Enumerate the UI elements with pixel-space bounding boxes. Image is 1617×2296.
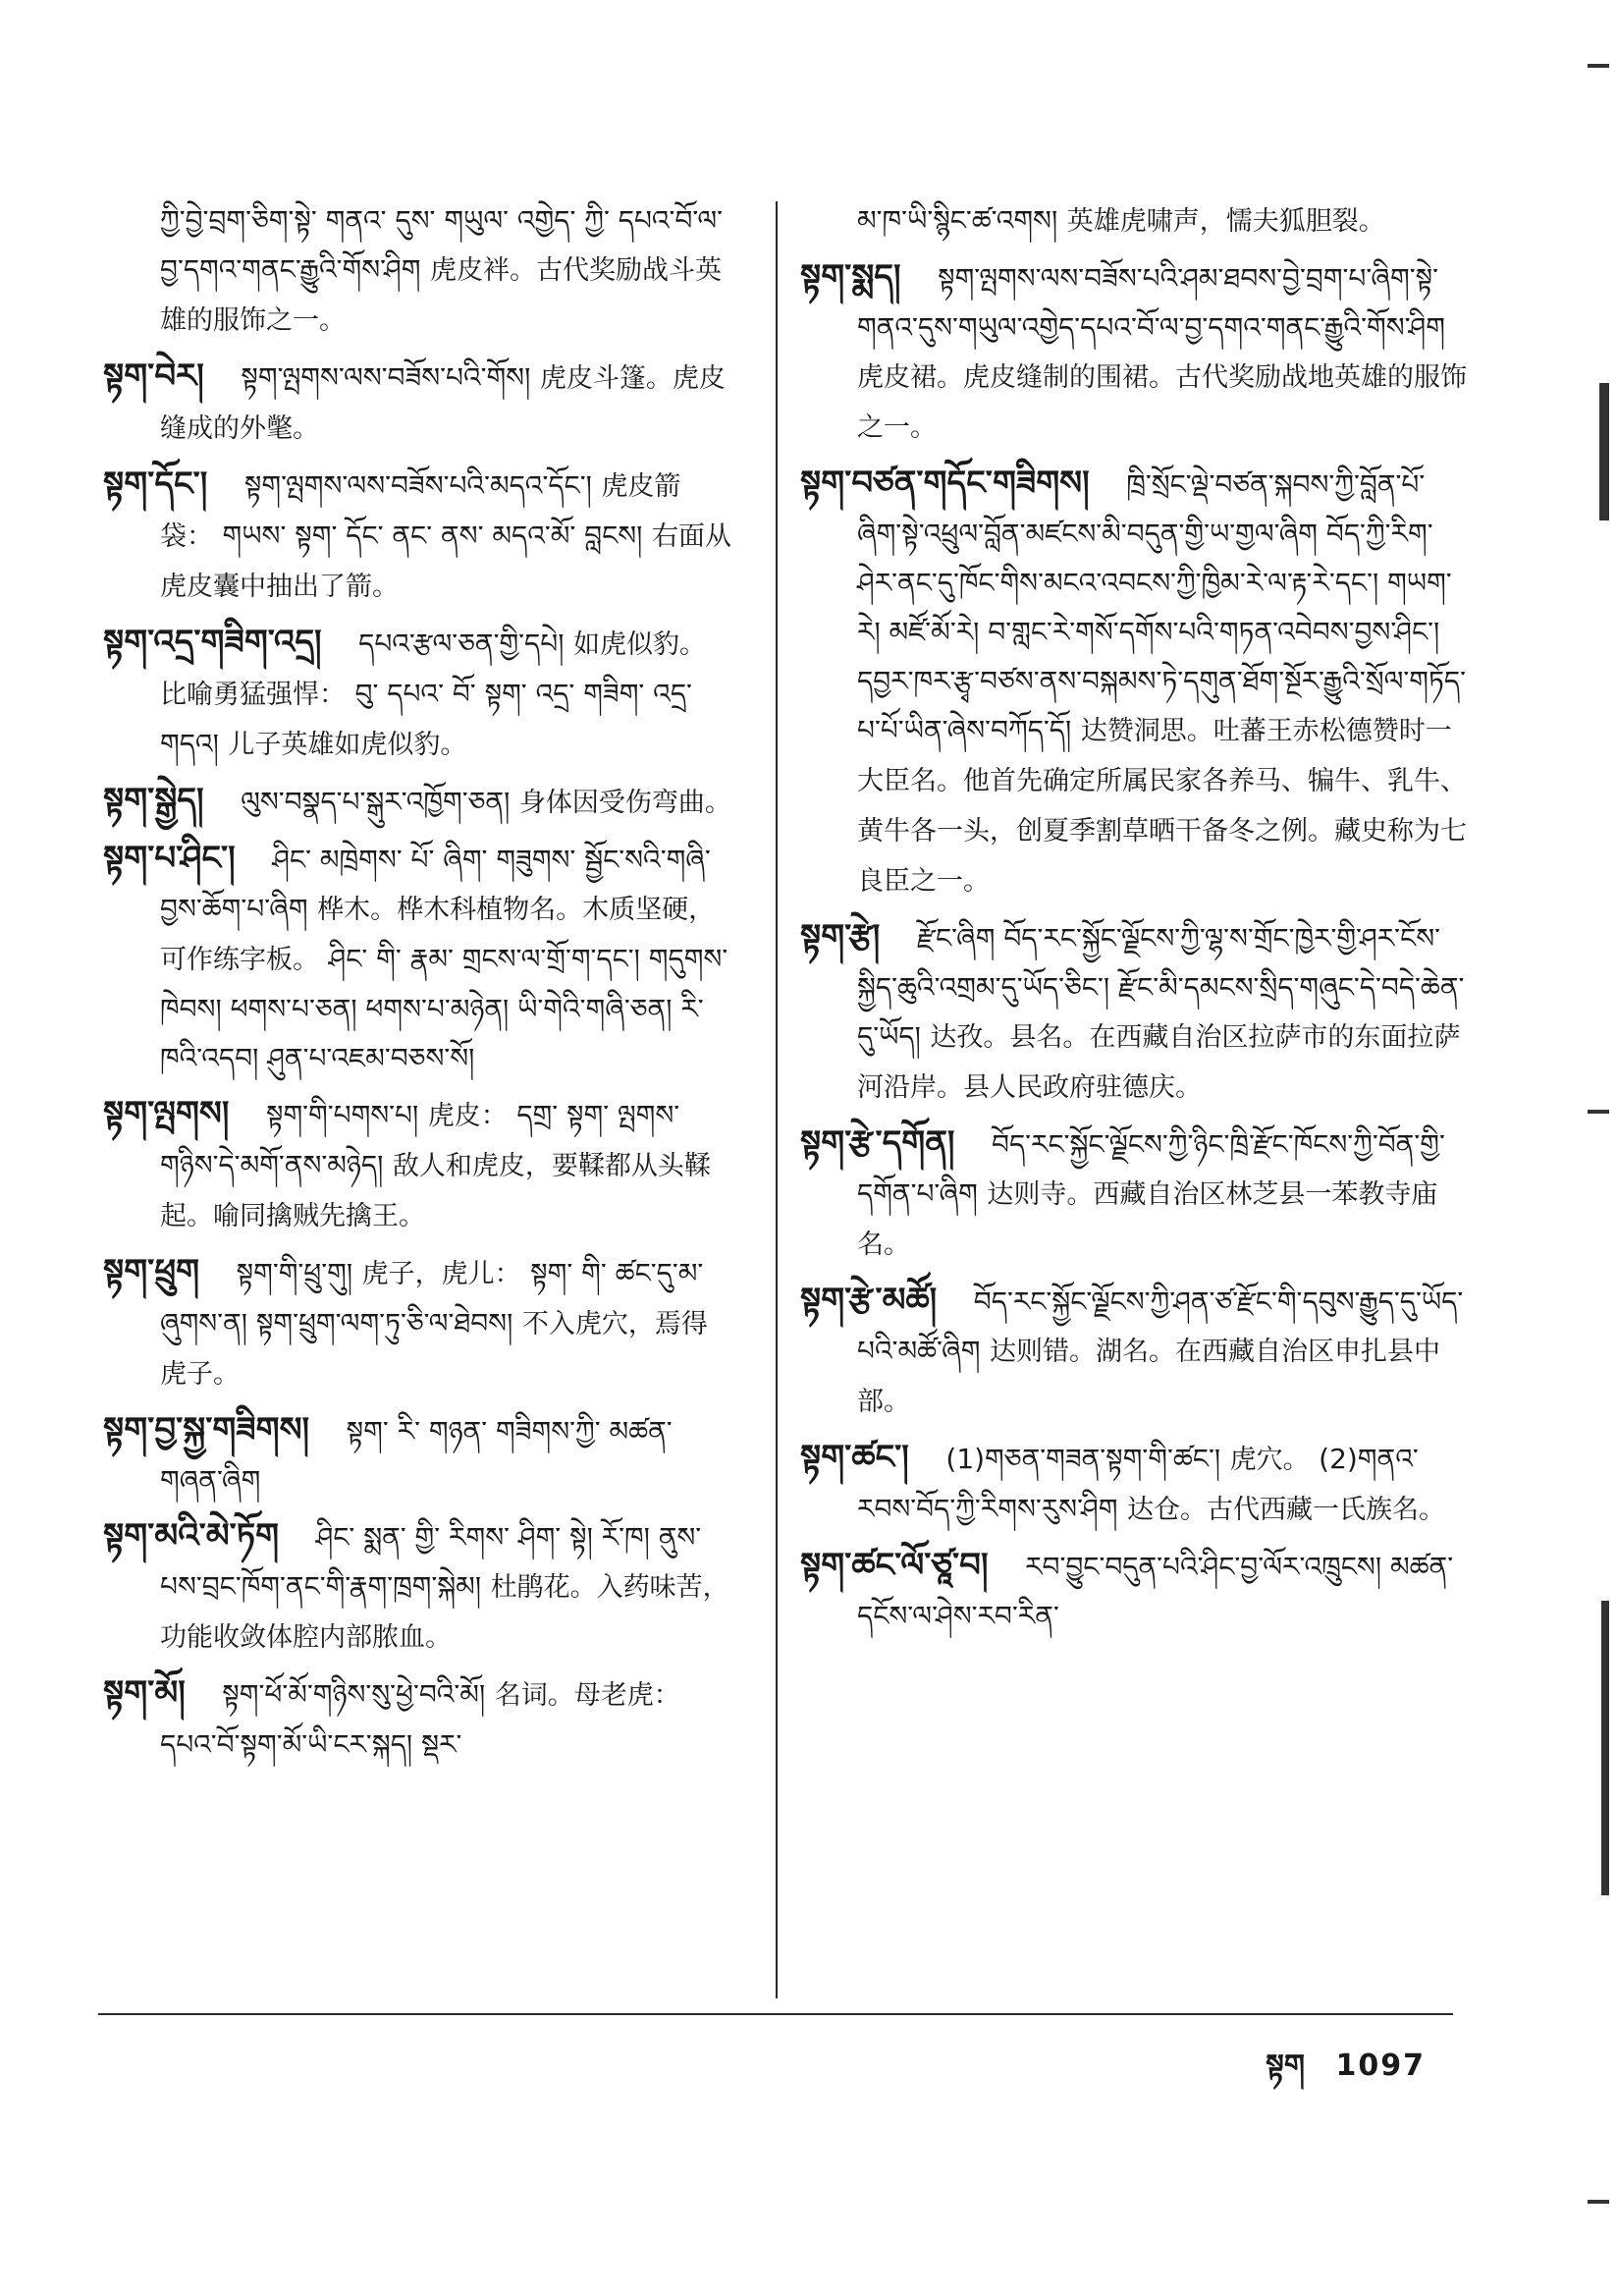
continuation-chinese: 虎皮袢。古代奖励战斗英雄的服饰之一。 [160, 255, 723, 336]
example-chinese: 敌人和虎皮，要鞣都从头鞣起。喻同擒贼先擒王。 [160, 1151, 711, 1231]
entry [103, 1405, 731, 1505]
entry [103, 1668, 731, 1770]
right-column [800, 196, 1468, 1647]
headword: སྟག་ཚང་། [800, 1438, 909, 1477]
headword: སྟག་སྨད། [800, 257, 901, 297]
entry [800, 1119, 1468, 1270]
definition-chinese: 达赞洞思。吐蕃王赤松德赞时一大臣名。他首先确定所属民家各养马、犏牛、乳牛、黄牛各一头，创夏季割草晒干备冬之例。藏史称为七良臣之一。 [857, 716, 1467, 897]
entry [103, 618, 731, 770]
entry [103, 1089, 731, 1241]
headword: སྟག་ཚང་ལོ་ཙཱ་བ། [800, 1546, 989, 1585]
entry [103, 1511, 731, 1663]
example-tibetan: དཔའ་བོ་སྟག་མོ་ཡི་ངར་སྐད། སྡར་ [160, 1728, 462, 1761]
synonyms-tibetan: ཤིང་ གི་ རྣམ་ གྲངས་ལ་གྲོ་ག་དང་། གདུགས་ཁེབས། ཕགས་པ་ཅན། ཕགས་པ་མཉེན། ཡི་གེའི་གཞི་ཅན། རི་ཁའི་འདབ། ཤུན་པ་འཇམ་བཅས་སོ། [160, 943, 728, 1074]
headword: སྟག་བཙན་གདོང་གཟིགས། [800, 464, 1090, 503]
edge-tick [1601, 1601, 1609, 1895]
sense-1-tibetan: (1)གཅན་གཟན་སྟག་གི་ཚང་། [945, 1443, 1221, 1475]
headword: སྟག་འདྲ་གཟིག་འདྲ། [103, 623, 322, 662]
definition-chinese: 虎皮箭袋： [160, 471, 681, 552]
entry [103, 834, 731, 1083]
entry [103, 460, 731, 612]
definition-tibetan: ཁྲི་སྲོང་ལྡེ་བཙན་སྐབས་ཀྱི་བློན་པོ་ཞིག་སྟེ་འཕྲུལ་བློན་མཛངས་མི་བདུན་གྱི་ཡ་གྱལ་ཞིག བོད་ཀྱི་རིག་ཤེར་ནང་དུ་ཁོང་གིས་མངའ་འབངས་ཀྱི་ཁྱིམ་རེ་ལ་རྟ་རེ་དང་། གཡག་རེ། མཛོ་མོ་རེ། བ་གླང་རེ་གསོ་དགོས་པའི་གཏན་འབེབས་བྱས་ཤིང་། དབྱར་ཁར་རྩྭ་བཙས་ནས་བསྐམས་ཏེ་དགུན་ཐོག་སྔོར་རྒྱུའི་སྲོལ་གཏོད་པ་པོ་ཡིན་ཞེས་བཀོད་དོ། [857, 468, 1467, 746]
example-chinese: 儿子英雄如虎似豹。 [228, 730, 467, 760]
edge-tick [1599, 383, 1609, 520]
headword: སྟག་མོ། [103, 1673, 186, 1713]
entry [800, 1276, 1468, 1427]
right-continuation [800, 196, 1468, 246]
continuation-tibetan: ཀྱི་བྱེ་བྲག་ཅིག་སྟེ་ གནའ་ དུས་ གཡུལ་ འགྱེད་ ཀྱི་ དཔའ་བོ་ལ་བྱ་དགའ་གནང་རྒྱུའི་གོས་ཤིག [160, 204, 724, 286]
example-chinese: 不入虎穴，焉得虎子。 [160, 1309, 708, 1390]
entry [103, 776, 731, 828]
definition-tibetan: ལུས་བསྣད་པ་སྒུར་འཁྱོག་ཅན། [241, 786, 511, 818]
left-column [103, 196, 731, 1776]
definition-tibetan: རབ་བྱུང་བདུན་པའི་ཤིང་བྱ་ལོར་འཁྲུངས། མཚན་དངོས་ལ་ཤེས་རབ་རིན་ [857, 1551, 1454, 1632]
headword: སྟག་ཕྲུག [103, 1252, 200, 1291]
headword: སྟག་རྩེ། [800, 917, 881, 957]
left-continuation [103, 196, 731, 346]
definition-tibetan: སྟག་ལྤགས་ལས་བཟོས་པའི་ཤམ་ཐབས་བྱེ་བྲག་པ་ཞིག་སྟེ་གནའ་དུས་གཡུལ་འགྱེད་དཔའ་བོ་ལ་བྱ་དགའ་གནང་རྒྱུའི་གོས་ཤིག [857, 262, 1445, 344]
headword: སྟག་རྩེ་དགོན། [800, 1123, 955, 1163]
sense-1-chinese: 虎穴。 [1229, 1445, 1310, 1475]
headword: སྟག་མའི་མེ་ཏོག [103, 1516, 280, 1556]
headword: སྟག་པ་ཤིང་། [103, 839, 236, 878]
definition-tibetan: དཔའ་རྩལ་ཅན་གྱི་དཔེ། [358, 628, 565, 660]
definition-chinese: 杜鹃花。入药味苦，功能收敛体腔内部脓血。 [160, 1572, 729, 1653]
definition-tibetan: སྟག་ རི་ གཉན་ གཟིགས་ཀྱི་ མཚན་གཞན་ཞིག [160, 1415, 673, 1497]
column-divider [776, 201, 778, 1998]
edge-tick [1588, 1110, 1609, 1114]
definition-chinese: 如虎似豹。比喻勇猛强悍： [160, 629, 706, 710]
headword: སྟག་དོང་། [103, 465, 208, 504]
headword: སྟག་བྱ་སྐྱ་གཟིགས། [103, 1410, 310, 1449]
definition-tibetan: སྟག་ལྤགས་ལས་བཟོས་པའི་མདའ་དོང་། [243, 469, 592, 502]
definition-tibetan: ཤིང་ སྨན་ གྱི་ རིགས་ ཤིག་ སྟེ། རོ་ཁ། ནུས་པས་བྲང་ཁོག་ནང་གི་རྣག་ཁྲག་སྐེམ། [160, 1521, 702, 1603]
definition-chinese: 达则寺。西藏自治区林芝县一苯教寺庙名。 [857, 1179, 1438, 1260]
definition-chinese: 虎子，虎儿： [361, 1259, 521, 1289]
headword: སྟག་སྒྱེད། [103, 781, 204, 820]
definition-chinese: 虎皮： [427, 1101, 508, 1131]
folio-word: སྟག [1266, 2049, 1305, 2083]
edge-tick [1588, 2200, 1609, 2204]
page-footer [1266, 2033, 1426, 2115]
edge-tick [1588, 64, 1609, 68]
footer-rule [98, 2013, 1453, 2015]
scan-edge-marks [1578, 39, 1617, 2259]
definition-tibetan: སྟག་ལྤགས་ལས་བཟོས་པའི་གོས། [241, 361, 531, 394]
definition-chinese: 虎皮裙。虎皮缝制的围裙。古代奖励战地英雄的服饰之一。 [857, 362, 1467, 443]
entry [103, 1247, 731, 1399]
headword: སྟག་བེར། [103, 356, 204, 396]
entry [800, 459, 1468, 906]
definition-tibetan: སྟག་གི་ཕྲུ་གུ། [236, 1257, 353, 1289]
entry [800, 1433, 1468, 1535]
definition-chinese: 达则错。湖名。在西藏自治区申扎县中部。 [857, 1337, 1440, 1417]
sense-2-chinese: 达仓。古代西藏一氏族名。 [1126, 1495, 1445, 1525]
definition-tibetan: རྫོང་ཞིག བོད་རང་སྐྱོང་ལྗོངས་ཀྱི་ལྷ་ས་གྲོང་ཁྱེར་གྱི་ཤར་ངོས་སྐྱིད་ཆུའི་འགྲམ་དུ་ཡོད་ཅིང་། རྫོང་མི་དམངས་སྲིད་གཞུང་དེ་བདེ་ཆེན་དུ་ཡོད། [857, 922, 1465, 1053]
definition-tibetan: སྟག་གི་པགས་པ། [265, 1099, 419, 1131]
entry [800, 912, 1468, 1113]
example-tibetan: གཡས་ སྟག་ དོང་ ནང་ ནས་ མདའ་མོ་ བླངས། [222, 519, 643, 552]
definition-tibetan: བོད་རང་སྐྱོང་ལྗོངས་ཀྱི་ཤན་ཙ་རྫོང་གི་དབུས་རྒྱུད་དུ་ཡོད་པའི་མཚོ་ཞིག [857, 1285, 1464, 1367]
example-tibetan: བུ་ དཔའ་ བོ་ སྟག་ འདྲ་ གཟིག་ འདྲ་ གདའ། [160, 678, 692, 760]
page-number: 1097 [1335, 2049, 1426, 2083]
definition-chinese: 桦木。桦木科植物名。木质坚硬，可作练字板。 [160, 895, 716, 975]
entry [103, 352, 731, 454]
headword: སྟག་ལྤགས། [103, 1094, 230, 1133]
definition-chinese: 虎皮斗篷。虎皮缝成的外氅。 [160, 363, 726, 444]
definition-chinese: 身体因受伤弯曲。 [518, 788, 731, 818]
definition-tibetan: ཤིང་ མཁྲེགས་ པོ་ ཞིག་ གཟུགས་ སྦྱོང་སའི་གཞི་བྱས་ཆོག་པ་ཞིག [160, 844, 711, 925]
example-tibetan: སྟག་ གི་ ཚང་དུ་མ་ཞུགས་ན། སྟག་ཕྲུག་ལག་ཏུ་ཅི་ལ་ཐེབས། [160, 1257, 704, 1339]
definition-tibetan: སྟག་ཕོ་མོ་གཉིས་སུ་ཕྱེ་བའི་མོ། [222, 1678, 486, 1711]
example-chinese: 右面从虎皮囊中抽出了箭。 [160, 521, 731, 602]
sense-2-tibetan: (2)གནའ་རབས་བོད་ཀྱི་རིགས་རུས་ཤིག [857, 1443, 1419, 1525]
example-tibetan: དགྲ་ སྟག་ ལྤགས་གཉིས་དེ་མགོ་ནས་མཉེད། [160, 1099, 680, 1181]
definition-tibetan: བོད་རང་སྐྱོང་ལྗོངས་ཀྱི་ཉིང་ཁྲི་རྫོང་ཁོངས་ཀྱི་བོན་གྱི་དགོན་པ་ཞིག [857, 1128, 1445, 1210]
definition-chinese: 名词。母老虎： [494, 1680, 680, 1711]
entry [800, 1541, 1468, 1641]
entry [800, 252, 1468, 453]
continuation-tibetan: མ་ཁ་ཡི་སྙིང་ཚ་འགས། [857, 204, 1058, 237]
definition-chinese: 达孜。县名。在西藏自治区拉萨市的东面拉萨河沿岸。县人民政府驻德庆。 [857, 1022, 1461, 1103]
headword: སྟག་རྩེ་མཚོ། [800, 1281, 938, 1320]
continuation-chinese: 英雄虎啸声，懦夫狐胆裂。 [1066, 206, 1385, 237]
